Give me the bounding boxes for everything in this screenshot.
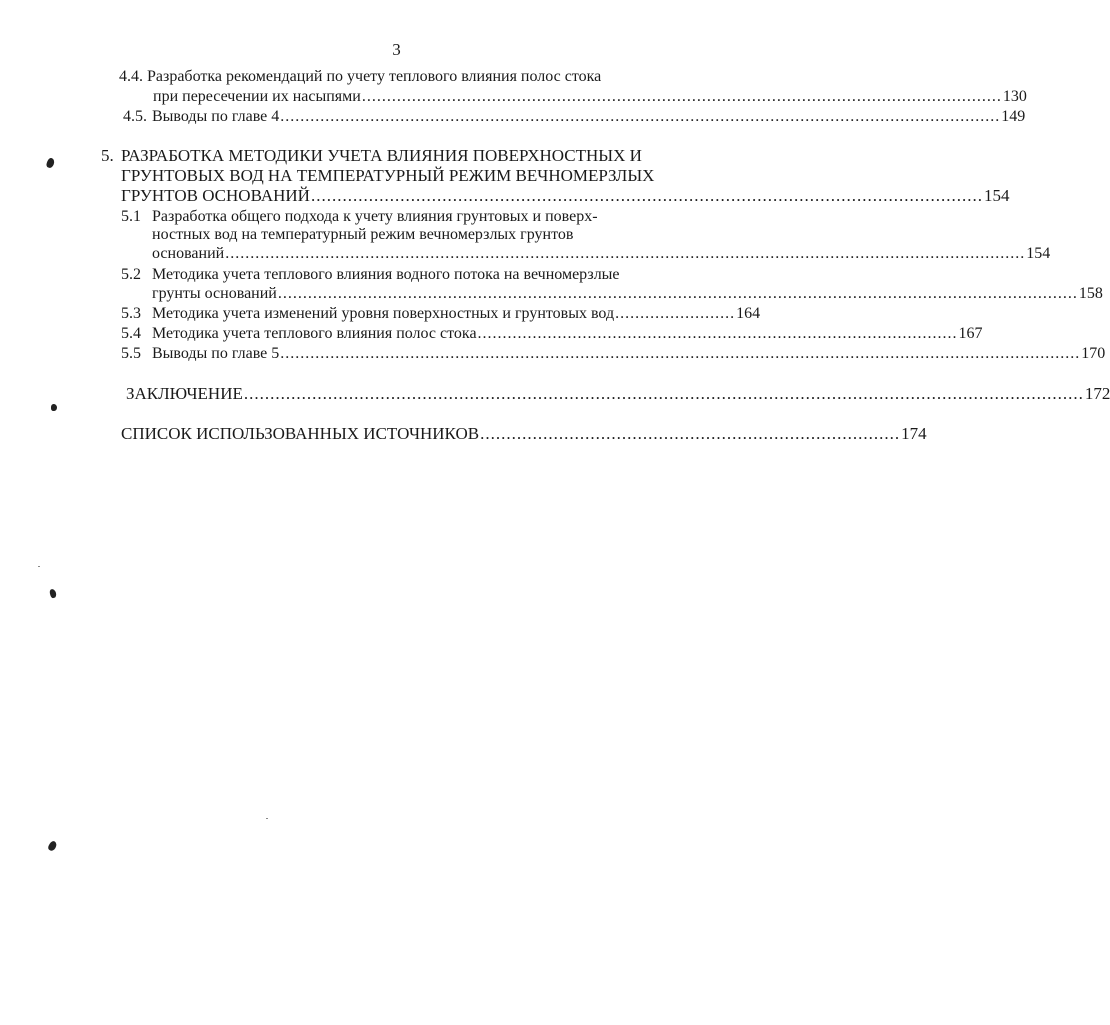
toc-chapter-number: 5.: [101, 146, 114, 165]
toc-entry-title: оснований: [152, 245, 225, 262]
toc-entry-line: [152, 305, 761, 323]
toc-entry-page: 149: [1001, 108, 1026, 125]
dot-leader: ................................................................................: [480, 424, 901, 443]
toc-entry-number: 4.5.: [123, 108, 147, 125]
toc-entry-number: 5.1: [121, 208, 141, 225]
toc-entry-line: [152, 245, 1051, 263]
page-number: 3: [392, 40, 401, 59]
scan-speck: [38, 566, 40, 567]
toc-entry-line: [119, 68, 719, 86]
dot-leader: ................................................................................................: [477, 325, 958, 342]
dot-leader: ................................................................................................................................................................: [243, 384, 1084, 403]
toc-entry-line: [121, 186, 1010, 205]
toc-entry-title: Выводы по главе 5: [152, 345, 280, 362]
toc-entry-page: 170: [1081, 345, 1106, 362]
toc-entry-number: 5.3: [121, 305, 141, 322]
toc-entry-title: при пересечении их насыпями: [153, 88, 361, 105]
toc-entry-title: Методика учета теплового влияния полос стока: [152, 325, 477, 342]
dot-leader: ................................................................................................................................: [310, 186, 983, 205]
toc-entry-title: Выводы по главе 4: [152, 108, 280, 125]
toc-entry-page: 167: [958, 325, 983, 342]
toc-entry-page: 164: [736, 305, 761, 322]
scan-speck: [266, 818, 268, 819]
dot-leader: ................................................................................................................................: [361, 88, 1002, 105]
toc-entry-title: Методика учета теплового влияния водного потока на вечномерзлые: [152, 266, 620, 283]
toc-entry-number: 5.4: [121, 325, 141, 342]
toc-entry-page: 158: [1078, 285, 1103, 302]
toc-entry-line: [153, 88, 1027, 106]
toc-entry-number: 5.5: [121, 345, 141, 362]
dot-leader: ................................................................................................................................................................: [277, 285, 1078, 302]
toc-entry-line: [121, 424, 927, 443]
toc-chapter-title: ГРУНТОВ ОСНОВАНИЙ: [121, 186, 310, 205]
toc-chapter-title: РАЗРАБОТКА МЕТОДИКИ УЧЕТА ВЛИЯНИЯ ПОВЕРХНОСТНЫХ И: [121, 146, 642, 165]
toc-entry-line: [152, 285, 1103, 303]
toc-entry-line: [123, 108, 1026, 126]
toc-entry-title: Разработка общего подхода к учету влияния грунтовых и поверх-: [152, 208, 598, 225]
dot-leader: ........................: [615, 305, 736, 322]
dot-leader: ................................................................................................................................................................: [225, 245, 1026, 262]
toc-chapter-title: ГРУНТОВЫХ ВОД НА ТЕМПЕРАТУРНЫЙ РЕЖИМ ВЕЧНОМЕРЗЛЫХ: [121, 166, 655, 185]
dot-leader: ................................................................................................................................................: [280, 108, 1001, 125]
toc-entry-title: ЗАКЛЮЧЕНИЕ: [126, 384, 243, 403]
toc-entry-page: 174: [901, 424, 927, 443]
toc-entry-title: Разработка рекомендаций по учету теплового влияния полос стока: [147, 68, 602, 85]
toc-entry-line: [126, 384, 1110, 403]
toc-entry-page: 130: [1002, 88, 1027, 105]
toc-entry-page: 154: [1026, 245, 1051, 262]
toc-entry-page: 154: [983, 186, 1010, 205]
toc-entry-page: 172: [1084, 384, 1110, 403]
toc-entry-number: 4.4.: [119, 68, 143, 85]
dot-leader: ................................................................................................................................................................: [280, 345, 1081, 362]
toc-entry-line: [152, 345, 1106, 363]
toc-entry-line: [152, 325, 983, 343]
scan-mark: [51, 404, 57, 411]
toc-entry-number: 5.2: [121, 266, 141, 283]
toc-entry-title: ностных вод на температурный режим вечномерзлых грунтов: [152, 226, 574, 243]
toc-entry-title: СПИСОК ИСПОЛЬЗОВАННЫХ ИСТОЧНИКОВ: [121, 424, 480, 443]
toc-entry-title: грунты оснований: [152, 285, 277, 302]
toc-entry-title: Методика учета изменений уровня поверхностных и грунтовых вод: [152, 305, 615, 322]
